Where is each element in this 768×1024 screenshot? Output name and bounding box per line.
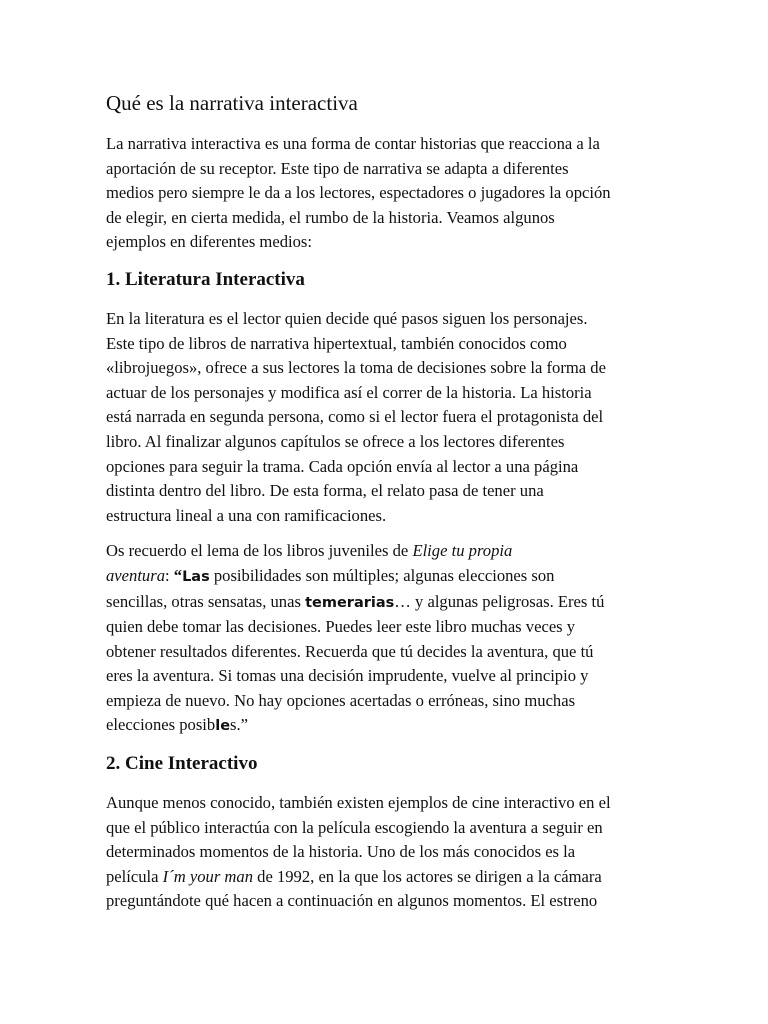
cine-paragraph <box>106 791 666 914</box>
text-line: libro. Al finalizar algunos capítulos se ofrece a los lectores diferentes <box>106 431 565 451</box>
text-line: distinta dentro del libro. De esta forma, el relato pasa de tener una <box>106 481 544 501</box>
text-span: elecciones posib <box>106 715 216 735</box>
page-title: Qué es la narrativa interactiva <box>106 91 358 115</box>
text-span: s.” <box>230 715 249 735</box>
text-line: preguntándote qué hacen a continuación en algunos momentos. El estreno <box>106 891 598 911</box>
text-line <box>106 564 666 590</box>
quote-open-mark: “ <box>173 565 183 585</box>
document-page <box>106 88 666 925</box>
text-line: está narrada en segunda persona, como si el lector fuera el protagonista del <box>106 407 604 427</box>
text-span: de 1992, en la que los actores se dirigen a la cámara <box>253 866 602 886</box>
film-title: I´m your man <box>162 866 253 886</box>
bold-word: temerarias <box>305 594 395 611</box>
text-span: película <box>106 866 163 886</box>
text-line: Este tipo de libros de narrativa hipertextual, también conocidos como <box>106 333 567 353</box>
text-line <box>106 590 666 616</box>
text-line: opciones para seguir la trama. Cada opción envía al lector a una página <box>106 456 579 476</box>
text-line <box>106 865 666 890</box>
text-line: estructura lineal a una con ramificaciones. <box>106 505 387 525</box>
text-span: … y algunas peligrosas. Eres tú <box>394 591 605 611</box>
section-heading-cine: 2. Cine Interactivo <box>106 753 258 775</box>
text-line: En la literatura es el lector quien decide qué pasos siguen los personajes. <box>106 308 588 328</box>
text-line: determinados momentos de la historia. Uno de los más conocidos es la <box>106 842 576 862</box>
book-title: Elige tu propia <box>412 541 513 561</box>
text-line: que el público interactúa con la película escogiendo la aventura a seguir en <box>106 817 603 837</box>
text-line: «librojuegos», ofrece a sus lectores la toma de decisiones sobre la forma de <box>106 358 606 378</box>
section-heading-literatura: 1. Literatura Interactiva <box>106 268 305 290</box>
text-span: : <box>165 565 174 585</box>
text-span: posibilidades son múltiples; algunas elecciones son <box>209 565 555 585</box>
book-title: aventura <box>106 565 165 585</box>
quote-paragraph <box>106 539 666 739</box>
bold-word: Las <box>182 568 210 585</box>
text-line: quien debe tomar las decisiones. Puedes leer este libro muchas veces y <box>106 617 576 637</box>
text-line: medios pero siempre le da a los lectores, espectadores o jugadores la opción <box>106 183 611 203</box>
bold-fragment: le <box>215 718 231 735</box>
text-line <box>106 713 666 739</box>
text-line: eres la aventura. Si tomas una decisión imprudente, vuelve al principio y <box>106 666 589 686</box>
text-line: obtener resultados diferentes. Recuerda que tú decides la aventura, que tú <box>106 641 594 661</box>
text-line: ejemplos en diferentes medios: <box>106 232 312 252</box>
text-line: actuar de los personajes y modifica así el correr de la historia. La historia <box>106 382 592 402</box>
literatura-paragraph <box>106 307 666 528</box>
text-span: Os recuerdo el lema de los libros juveniles de <box>106 541 413 561</box>
text-line: La narrativa interactiva es una forma de contar historias que reacciona a la <box>106 134 600 153</box>
text-span: sencillas, otras sensatas, unas <box>106 591 306 611</box>
text-line <box>106 539 666 564</box>
text-line: aportación de su receptor. Este tipo de narrativa se adapta a diferentes <box>106 158 569 178</box>
intro-paragraph <box>106 132 666 255</box>
text-line: de elegir, en cierta medida, el rumbo de la historia. Veamos algunos <box>106 207 555 227</box>
text-line: empieza de nuevo. No hay opciones acertadas o erróneas, sino muchas <box>106 690 576 710</box>
text-line: Aunque menos conocido, también existen ejemplos de cine interactivo en el <box>106 793 611 813</box>
